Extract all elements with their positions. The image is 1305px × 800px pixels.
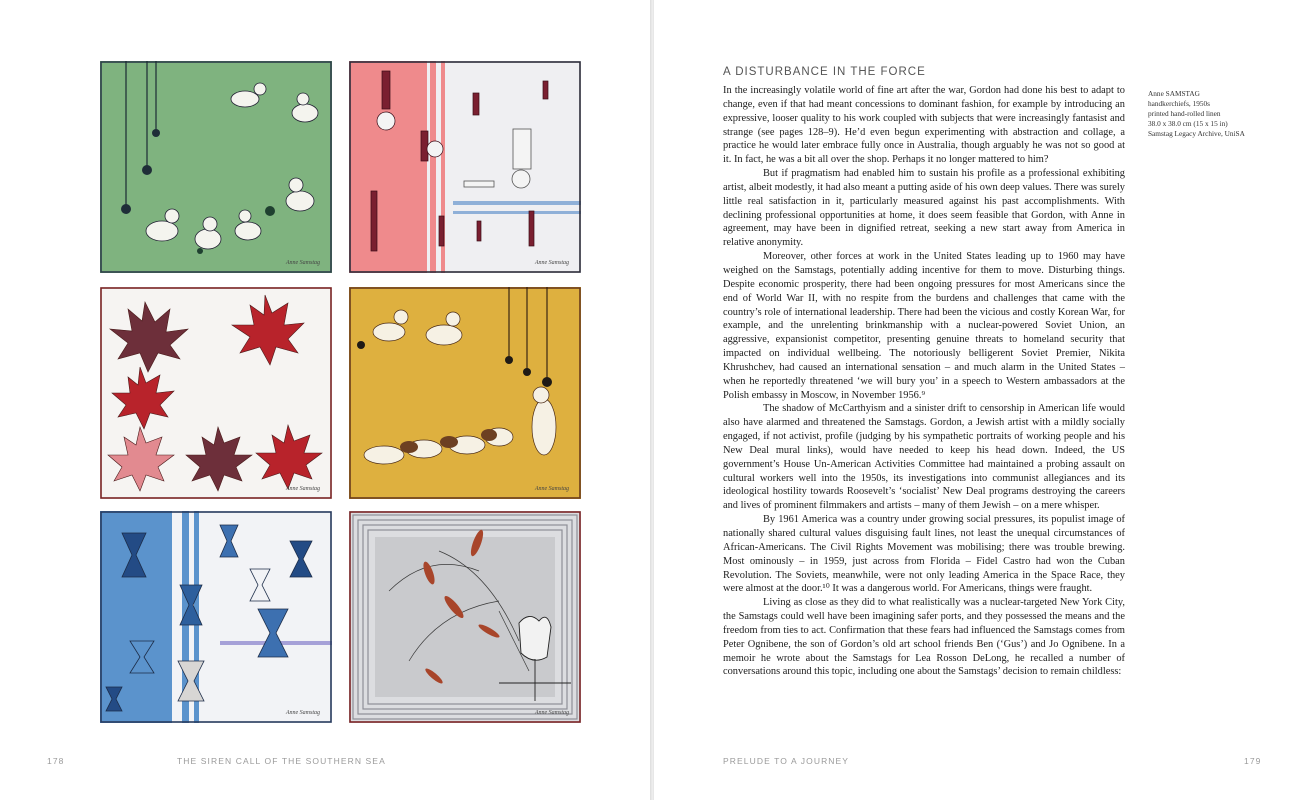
caption-artist: Anne SAMSTAG	[1148, 89, 1200, 98]
body-text	[723, 84, 1125, 679]
paragraph: Moreover, other forces at work in the United States leading up to 1960 may have weighed on the Samstags, potentially adding incentive for them to move. Disturbing things. Despite economic prosperity, there had been ongoing pressures for most Americans since the end of World War II, with no respite from the burdens and challenges that came with the country’s role of international leadership. There had been the vicious and costly Korean War, for example, and the unrelenting brinkmanship with a nuclear-powered Soviet Union, an aggressive, expansionist competitor, presenting genuine threats to homeland security that impacted on individual wellbeing. The notoriously belligerent Soviet Premier, Nikita Khrushchev, had caused an international sensation – and much alarm in the United States – when he reportedly threatened ‘we will bury you’ in a speech to Western ambassadors at the Polish embassy in Moscow, in November 1956.⁹	[723, 251, 1125, 401]
caption-collection: Samstag Legacy Archive, UniSA	[1148, 129, 1245, 138]
page-number-left: 178	[47, 756, 65, 766]
artist-signature: Anne Samstag	[285, 486, 320, 492]
keys-pattern-illustration	[349, 61, 581, 273]
running-head-right: PRELUDE TO A JOURNEY	[723, 756, 850, 766]
page-number-right: 179	[1244, 756, 1262, 766]
handkerchief-blue-hourglasses	[100, 511, 332, 723]
caption-title: handkerchiefs, 1950s	[1148, 99, 1211, 108]
handkerchief-grey-weathervane	[349, 511, 581, 723]
right-page	[654, 0, 1305, 800]
poodle-pattern-illustration	[349, 287, 581, 499]
handkerchief-mustard-poodles	[349, 287, 581, 499]
weathervane-illustration	[349, 511, 581, 723]
section-heading: A DISTURBANCE IN THE FORCE	[723, 66, 926, 78]
paragraph: But if pragmatism had enabled him to sustain his profile as a professional exhibiting artist, albeit modestly, it had also meant a putting aside of his own deep values. There was surely little real satisfaction in it, particularly measured against his past accomplishments. With declining professional opportunities at home, it does seem feasible that Gordon, with Anne in agreement, may have been in dignified retreat, seeking a new start away from America in relative anonymity.	[723, 168, 1125, 249]
artist-signature: Anne Samstag	[285, 260, 320, 266]
handkerchief-green-poodles	[100, 61, 332, 273]
poodle-pattern-illustration	[100, 61, 332, 273]
caption-medium: printed hand-rolled linen	[1148, 109, 1221, 118]
artist-signature: Anne Samstag	[285, 710, 320, 716]
figure-caption	[1148, 89, 1278, 139]
left-page	[0, 0, 651, 800]
paragraph: Living as close as they did to what realistically was a nuclear-targeted New York City, the Samstags could well have been imagining safer ports, and they possessed the means and the freedom from ties to act. Confirmation that these fears had influenced the Samstags comes from Peter Ognibene, the son of Gordon’s old art school friends Ben (‘Gus’) and Jo Ognibene. In a memoir he wrote about the Samstags for Lea Rosson DeLong, he recalled a number of conversations around this topic, including one about the Samstags’ decision to remain childless:	[723, 597, 1125, 678]
artist-signature: Anne Samstag	[534, 486, 569, 492]
handkerchief-maple-leaves	[100, 287, 332, 499]
paragraph: In the increasingly volatile world of fine art after the war, Gordon had done his best to adapt to change, even if that had meant concessions to dominant fashion, for example by introducing an expressive, looser quality to his work coupled with subjects that were increasingly fantasist and strange (see pages 128–9). He’d even begun experimenting with abstraction and collage, a practice he would later embrace fully once in Australia, though arguably he was not so good at it. In fact, he was a bit all over the shop. Perhaps it no longer mattered to him?	[723, 85, 1125, 166]
handkerchief-pink-keys	[349, 61, 581, 273]
paragraph: By 1961 America was a country under growing social pressures, its populist image of nationally shared cultural values disguising fault lines, not least the unequal circumstances of African-Americans. The Civil Rights Movement was mobilising; there was trouble brewing. Most ominously – in 1959, just across from Florida – Fidel Castro had won the Cuban Revolution. The Soviets, meanwhile, were not only leading America in the Space Race, they were almost at the door.¹⁰ It was a dangerous world. For Americans, things were fraught.	[723, 514, 1125, 595]
artist-signature: Anne Samstag	[534, 710, 569, 716]
maple-leaf-illustration	[100, 287, 332, 499]
running-head-left: THE SIREN CALL OF THE SOUTHERN SEA	[177, 756, 386, 766]
paragraph: The shadow of McCarthyism and a sinister drift to censorship in American life would also have alarmed and threatened the Samstags. Gordon, a Jewish artist with a mildly socially engaged, if not activist, profile (judging by his sympathetic portraits of working people and his New Deal mural links), would have needed to keep his head down. Indeed, the US government’s House Un-American Activities Committee had maintained a probing assault on cultural workers well into the 1950s, its investigations into communist allegiances and its ideological hostility towards Roosevelt’s ‘socialist’ New Deal programs destroying the careers and lives of prominent filmmakers and artists – many of them Jewish – on a mere whisper.	[723, 403, 1125, 512]
caption-dimensions: 38.0 x 38.0 cm (15 x 15 in)	[1148, 119, 1228, 128]
hourglass-illustration	[100, 511, 332, 723]
artist-signature: Anne Samstag	[534, 260, 569, 266]
